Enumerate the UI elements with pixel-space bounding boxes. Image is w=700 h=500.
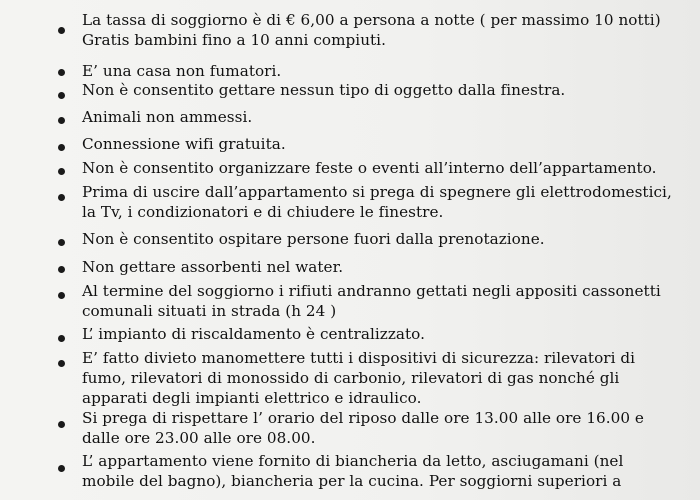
- bullet-icon: [58, 92, 65, 99]
- rule-line: Prima di uscire dall’appartamento si prega di spegnere gli elettrodomestici,: [82, 183, 672, 201]
- rule-line: apparati degli impianti elettrico e idraulico.: [82, 389, 422, 407]
- rule-line: Connessione wifi gratuita.: [82, 135, 286, 153]
- rule-line: Al termine del soggiorno i rifiuti andranno gettati negli appositi cassonetti: [82, 282, 661, 300]
- rule-line: E’ una casa non fumatori.: [82, 62, 282, 80]
- rule-line: mobile del bagno), biancheria per la cucina. Per soggiorni superiori a: [82, 472, 622, 490]
- rule-line: Non è consentito organizzare feste o eventi all’interno dell’appartamento.: [82, 159, 657, 177]
- rule-line: Non gettare assorbenti nel water.: [82, 258, 344, 276]
- bullet-icon: [58, 465, 65, 472]
- bullet-icon: [58, 335, 65, 342]
- rule-line: fumo, rilevatori di monossido di carbonio, rilevatori di gas nonché gli: [82, 369, 620, 387]
- rule-line: Non è consentito gettare nessun tipo di oggetto dalla finestra.: [82, 81, 566, 99]
- rule-line: Gratis bambini fino a 10 anni compiuti.: [82, 31, 386, 49]
- rule-line: comunali situati in strada (h 24 ): [82, 302, 337, 320]
- rule-line: Non è consentito ospitare persone fuori dalla prenotazione.: [82, 230, 545, 248]
- rule-line: E’ fatto divieto manomettere tutti i dispositivi di sicurezza: rilevatori di: [82, 349, 636, 367]
- bullet-icon: [58, 117, 65, 124]
- bullet-icon: [58, 144, 65, 151]
- rule-line: La tassa di soggiorno è di € 6,00 a persona a notte ( per massimo 10 notti): [82, 11, 661, 29]
- rule-line: L’ appartamento viene fornito di biancheria da letto, asciugamani (nel: [82, 452, 624, 470]
- bullet-icon: [58, 69, 65, 76]
- rule-line: la Tv, i condizionatori e di chiudere le finestre.: [82, 203, 444, 221]
- bullet-icon: [58, 360, 65, 367]
- rule-line: L’ impianto di riscaldamento è centralizzato.: [82, 325, 425, 343]
- bullet-icon: [58, 292, 65, 299]
- rule-line: dalle ore 23.00 alle ore 08.00.: [82, 429, 316, 447]
- rule-line: Si prega di rispettare l’ orario del riposo dalle ore 13.00 alle ore 16.00 e: [82, 409, 644, 427]
- bullet-icon: [58, 421, 65, 428]
- bullet-icon: [58, 27, 65, 34]
- bullet-icon: [58, 168, 65, 175]
- bullet-icon: [58, 266, 65, 273]
- bullet-icon: [58, 239, 65, 246]
- rule-line: Animali non ammessi.: [82, 108, 253, 126]
- bullet-icon: [58, 194, 65, 201]
